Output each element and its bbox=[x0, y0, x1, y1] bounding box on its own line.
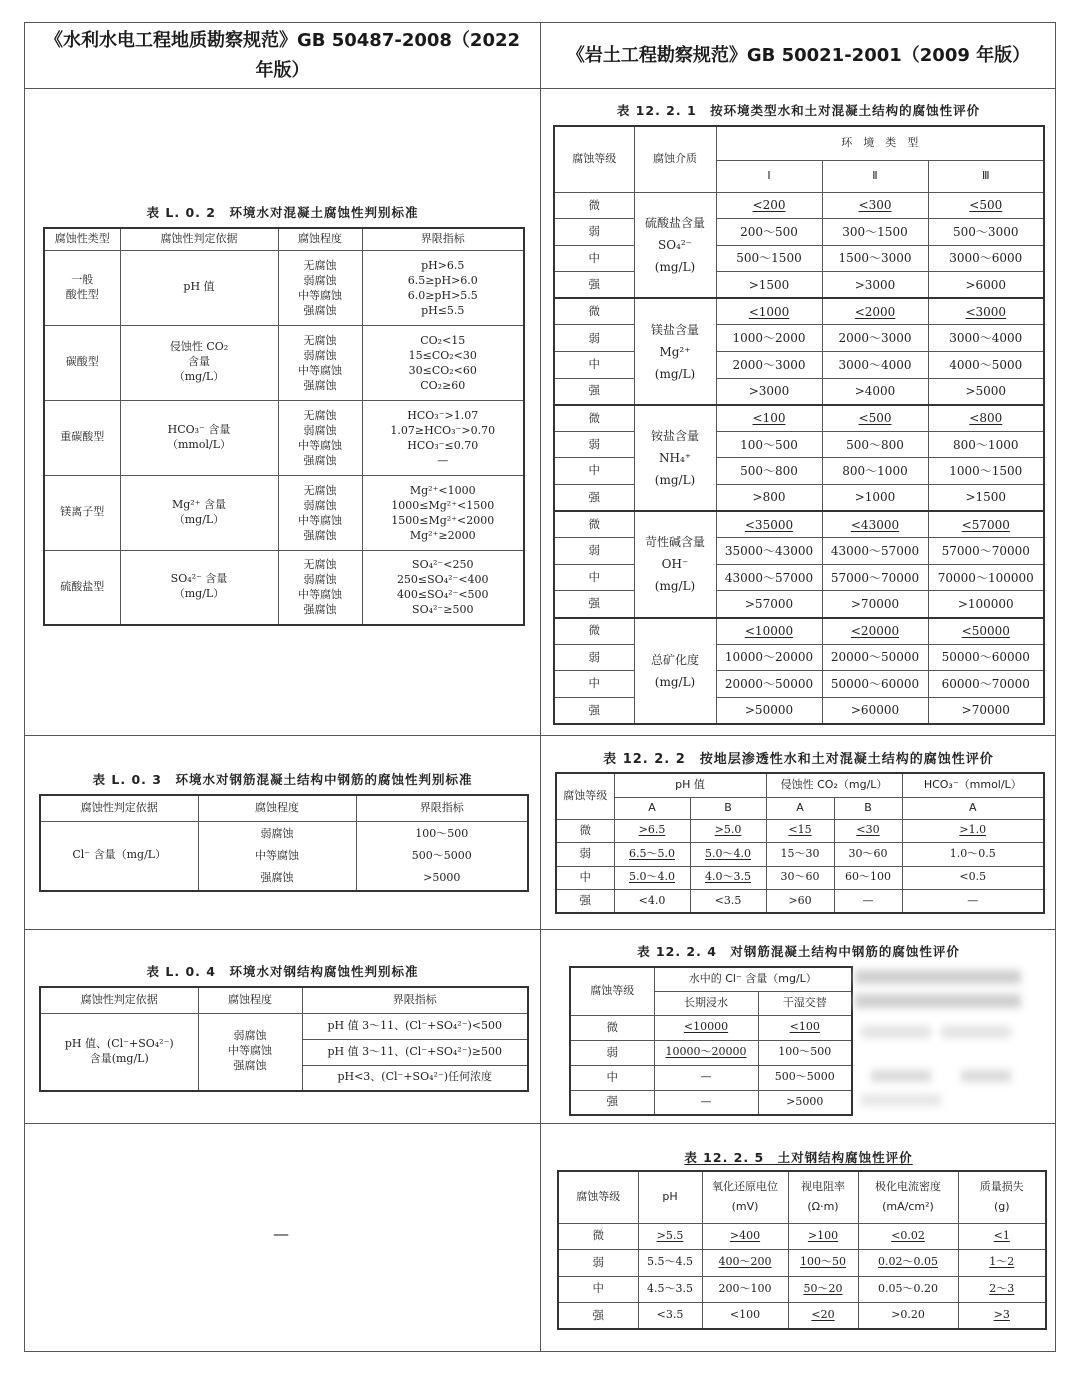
col-header: 干湿交替 bbox=[758, 991, 852, 1015]
col-header: 长期浸水 bbox=[654, 991, 758, 1015]
value-cell: >1500 bbox=[928, 485, 1044, 512]
value-cell: 1000～2000 bbox=[716, 325, 822, 352]
value-cell: >6000 bbox=[928, 272, 1044, 299]
value-cell: >70000 bbox=[822, 591, 928, 618]
grade-cell: 强 bbox=[554, 697, 634, 724]
table-row bbox=[556, 890, 1044, 914]
table-12-2-1-title: 表 12. 2. 1 按环境类型水和土对混凝土结构的腐蚀性评价 bbox=[616, 103, 981, 118]
value-cell: 50000～60000 bbox=[822, 671, 928, 698]
grade-cell: 弱 bbox=[570, 1040, 654, 1065]
col-header: 界限指标 bbox=[362, 228, 524, 250]
blurred-region bbox=[961, 1070, 1011, 1082]
value-cell: 2～3 bbox=[958, 1276, 1046, 1303]
table-12-2-4-title: 表 12. 2. 4 对钢筋混凝土结构中钢筋的腐蚀性评价 bbox=[637, 944, 960, 959]
col-header: 腐蚀等级 bbox=[556, 773, 614, 819]
value-cell: >1.0 bbox=[902, 819, 1044, 843]
value-cell: <35000 bbox=[716, 511, 822, 538]
value-cell: >3000 bbox=[822, 272, 928, 299]
table-row bbox=[554, 458, 1044, 485]
limit-cell: Mg²⁺<1000 1000≤Mg²⁺<1500 1500≤Mg²⁺<2000 Mg²⁺≥2000 bbox=[362, 475, 524, 550]
grade-cell: 中 bbox=[570, 1065, 654, 1090]
table-row bbox=[554, 511, 1044, 538]
value-cell: <300 bbox=[822, 192, 928, 219]
grade-cell: 中 bbox=[554, 671, 634, 698]
value-cell: 800～1000 bbox=[928, 431, 1044, 458]
value-cell: >60 bbox=[766, 890, 834, 914]
value-cell: 4000～5000 bbox=[928, 352, 1044, 379]
col-header: Ⅰ bbox=[716, 160, 822, 192]
table-row bbox=[554, 564, 1044, 591]
value-cell: 30～60 bbox=[766, 866, 834, 890]
empty-dash: — bbox=[273, 1224, 289, 1243]
value-cell: <30 bbox=[834, 819, 902, 843]
value-cell: <4.0 bbox=[614, 890, 690, 914]
col-header: 腐蚀等级 bbox=[558, 1171, 638, 1223]
limit-cell: pH<3、(Cl⁻+SO₄²⁻)任何浓度 bbox=[302, 1065, 528, 1091]
value-cell: 5.0～4.0 bbox=[614, 866, 690, 890]
table-row bbox=[570, 1090, 852, 1115]
table-row bbox=[554, 405, 1044, 432]
col-header: 腐蚀程度 bbox=[198, 795, 356, 821]
cell-table-L03 bbox=[25, 736, 540, 929]
value-cell: >100 bbox=[788, 1223, 858, 1250]
table-12-2-2 bbox=[555, 772, 1045, 914]
value-cell: 20000～50000 bbox=[716, 671, 822, 698]
cell-empty bbox=[25, 1124, 540, 1352]
medium-cell: 镁盐含量 Mg²⁺ (mg/L) bbox=[634, 298, 716, 404]
table-row bbox=[554, 219, 1044, 246]
grade-cell: 强 bbox=[554, 485, 634, 512]
grade-cell: 强 bbox=[570, 1090, 654, 1115]
value-cell: 500～3000 bbox=[928, 219, 1044, 246]
degree-cell: 无腐蚀 弱腐蚀 中等腐蚀 强腐蚀 bbox=[278, 475, 362, 550]
value-cell: <43000 bbox=[822, 511, 928, 538]
value-cell: >50000 bbox=[716, 697, 822, 724]
grade-cell: 微 bbox=[554, 405, 634, 432]
table-row bbox=[554, 671, 1044, 698]
value-cell: 1.0～0.5 bbox=[902, 843, 1044, 867]
degree-cell: 无腐蚀 弱腐蚀 中等腐蚀 强腐蚀 bbox=[278, 250, 362, 325]
value-cell: 60000～70000 bbox=[928, 671, 1044, 698]
value-cell: 10000～20000 bbox=[716, 644, 822, 671]
value-cell: 100～50 bbox=[788, 1250, 858, 1277]
value-cell: >100000 bbox=[928, 591, 1044, 618]
degree-text: 中等腐蚀 bbox=[255, 848, 299, 862]
value-cell: <800 bbox=[928, 405, 1044, 432]
value-cell: <0.5 bbox=[902, 866, 1044, 890]
col-header: 腐蚀程度 bbox=[198, 987, 302, 1013]
grade-cell: 弱 bbox=[554, 431, 634, 458]
table-L02 bbox=[43, 227, 525, 626]
grade-cell: 弱 bbox=[556, 843, 614, 867]
col-header: A bbox=[902, 797, 1044, 819]
table-row bbox=[558, 1276, 1046, 1303]
table-row bbox=[44, 550, 524, 625]
grade-cell: 中 bbox=[554, 352, 634, 379]
degree-cell: 无腐蚀 弱腐蚀 中等腐蚀 强腐蚀 bbox=[278, 550, 362, 625]
col-header: 腐蚀介质 bbox=[634, 126, 716, 192]
value-cell: <1 bbox=[958, 1223, 1046, 1250]
basis-cell: SO₄²⁻ 含量 （mg/L） bbox=[120, 550, 278, 625]
value-cell: 500～800 bbox=[822, 431, 928, 458]
table-row bbox=[556, 819, 1044, 843]
table-row bbox=[554, 325, 1044, 352]
grade-cell: 强 bbox=[554, 272, 634, 299]
value-cell: 35000～43000 bbox=[716, 538, 822, 565]
value-cell: <500 bbox=[928, 192, 1044, 219]
value-cell: 200～100 bbox=[702, 1276, 788, 1303]
basis-cell: Cl⁻ 含量（mg/L） bbox=[40, 821, 198, 891]
table-L02-title: 表 L. 0. 2 环境水对混凝土腐蚀性判别标准 bbox=[146, 205, 419, 220]
grade-cell: 弱 bbox=[554, 219, 634, 246]
limit-cell: SO₄²⁻<250 250≤SO₄²⁻<400 400≤SO₄²⁻<500 SO₄²⁻≥500 bbox=[362, 550, 524, 625]
grade-cell: 中 bbox=[554, 458, 634, 485]
value-cell: <1000 bbox=[716, 298, 822, 325]
value-cell: <3000 bbox=[928, 298, 1044, 325]
table-row bbox=[554, 245, 1044, 272]
basis-cell: pH 值 bbox=[120, 250, 278, 325]
limit-text: 500～5000 bbox=[411, 848, 472, 862]
value-cell: <200 bbox=[716, 192, 822, 219]
value-cell: >70000 bbox=[928, 697, 1044, 724]
value-cell: 20000～50000 bbox=[822, 644, 928, 671]
degree-text: 强腐蚀 bbox=[260, 870, 294, 884]
limit-cell: pH>6.5 6.5≥pH>6.0 6.0≥pH>5.5 pH≤5.5 bbox=[362, 250, 524, 325]
value-cell: 43000～57000 bbox=[716, 564, 822, 591]
grade-cell: 弱 bbox=[554, 325, 634, 352]
col-header: 腐蚀等级 bbox=[570, 967, 654, 1015]
value-cell: 400～200 bbox=[702, 1250, 788, 1277]
grade-cell: 强 bbox=[554, 591, 634, 618]
table-L04-title: 表 L. 0. 4 环境水对钢结构腐蚀性判别标准 bbox=[146, 964, 419, 979]
table-row bbox=[556, 843, 1044, 867]
value-cell: <10000 bbox=[654, 1015, 758, 1040]
value-cell: <20 bbox=[788, 1303, 858, 1330]
value-cell: — bbox=[834, 890, 902, 914]
limit-cell: pH 值 3～11、(Cl⁻+SO₄²⁻)≥500 bbox=[302, 1039, 528, 1065]
col-header: 质量损失 (g) bbox=[958, 1171, 1046, 1223]
value-cell: 6.5～5.0 bbox=[614, 843, 690, 867]
value-cell: 60～100 bbox=[834, 866, 902, 890]
value-cell: <500 bbox=[822, 405, 928, 432]
value-cell: 0.02～0.05 bbox=[858, 1250, 958, 1277]
grade-cell: 中 bbox=[556, 866, 614, 890]
grade-cell: 微 bbox=[570, 1015, 654, 1040]
value-cell: <20000 bbox=[822, 618, 928, 645]
table-L03-title: 表 L. 0. 3 环境水对钢筋混凝土结构中钢筋的腐蚀性判别标准 bbox=[92, 772, 473, 787]
col-header: 腐蚀性判定依据 bbox=[40, 987, 198, 1013]
grade-cell: 强 bbox=[554, 378, 634, 405]
table-row bbox=[558, 1303, 1046, 1330]
value-cell: 4.5～3.5 bbox=[638, 1276, 702, 1303]
value-cell: >800 bbox=[716, 485, 822, 512]
blurred-region bbox=[871, 1070, 931, 1082]
value-cell: <100 bbox=[702, 1303, 788, 1330]
cell-table-L04 bbox=[25, 930, 540, 1123]
blurred-region bbox=[855, 970, 1021, 984]
type-cell: 重碳酸型 bbox=[44, 400, 120, 475]
value-cell: >57000 bbox=[716, 591, 822, 618]
basis-cell: Mg²⁺ 含量 （mg/L） bbox=[120, 475, 278, 550]
table-row bbox=[554, 618, 1044, 645]
col-header: 腐蚀性判定依据 bbox=[40, 795, 198, 821]
grade-cell: 中 bbox=[554, 245, 634, 272]
limit-cell: HCO₃⁻>1.07 1.07≥HCO₃⁻>0.70 HCO₃⁻≤0.70 — bbox=[362, 400, 524, 475]
value-cell: >5000 bbox=[928, 378, 1044, 405]
degree-cell: 弱腐蚀 中等腐蚀 强腐蚀 bbox=[198, 1013, 302, 1091]
grade-cell: 弱 bbox=[554, 538, 634, 565]
value-cell: >3 bbox=[958, 1303, 1046, 1330]
value-cell: <3.5 bbox=[690, 890, 766, 914]
grade-cell: 微 bbox=[558, 1223, 638, 1250]
table-row bbox=[558, 1223, 1046, 1250]
col-header: 氧化还原电位 (mV) bbox=[702, 1171, 788, 1223]
value-cell: 500～800 bbox=[716, 458, 822, 485]
limit-text: 100～500 bbox=[415, 826, 469, 840]
limit-text: >5000 bbox=[423, 870, 461, 884]
table-L04 bbox=[39, 986, 529, 1092]
value-cell: 50000～60000 bbox=[928, 644, 1044, 671]
basis-cell: HCO₃⁻ 含量 （mmol/L） bbox=[120, 400, 278, 475]
grade-cell: 弱 bbox=[558, 1250, 638, 1277]
grade-cell: 中 bbox=[554, 564, 634, 591]
value-cell: >5000 bbox=[758, 1090, 852, 1115]
type-cell: 一般 酸性型 bbox=[44, 250, 120, 325]
table-row bbox=[570, 1015, 852, 1040]
col-header: 侵蚀性 CO₂（mg/L） bbox=[766, 773, 902, 797]
table-row bbox=[44, 250, 524, 325]
type-cell: 硫酸盐型 bbox=[44, 550, 120, 625]
value-cell: 3000～4000 bbox=[822, 352, 928, 379]
grade-cell: 强 bbox=[556, 890, 614, 914]
value-cell: 1500～3000 bbox=[822, 245, 928, 272]
value-cell: 57000～70000 bbox=[928, 538, 1044, 565]
value-cell: <0.02 bbox=[858, 1223, 958, 1250]
cell-table-12-2-4 bbox=[541, 930, 1056, 1123]
value-cell: >1000 bbox=[822, 485, 928, 512]
value-cell: 300～1500 bbox=[822, 219, 928, 246]
table-row bbox=[554, 352, 1044, 379]
value-cell: — bbox=[654, 1090, 758, 1115]
col-header: pH bbox=[638, 1171, 702, 1223]
value-cell: >1500 bbox=[716, 272, 822, 299]
grade-cell: 弱 bbox=[554, 644, 634, 671]
value-cell: 15～30 bbox=[766, 843, 834, 867]
header-right-standard: 《岩土工程勘察规范》GB 50021-2001（2009 年版） bbox=[566, 44, 1031, 66]
value-cell: <2000 bbox=[822, 298, 928, 325]
table-row bbox=[554, 431, 1044, 458]
table-row bbox=[554, 298, 1044, 325]
col-header: 环 境 类 型 bbox=[716, 126, 1044, 160]
value-cell: 2000～3000 bbox=[822, 325, 928, 352]
value-cell: 1000～1500 bbox=[928, 458, 1044, 485]
value-cell: 70000～100000 bbox=[928, 564, 1044, 591]
value-cell: 4.0～3.5 bbox=[690, 866, 766, 890]
table-12-2-2-title: 表 12. 2. 2 按地层渗透性水和土对混凝土结构的腐蚀性评价 bbox=[603, 752, 994, 767]
value-cell: 3000～4000 bbox=[928, 325, 1044, 352]
value-cell: 5.5～4.5 bbox=[638, 1250, 702, 1277]
blurred-region bbox=[861, 1026, 931, 1038]
col-header: 水中的 Cl⁻ 含量（mg/L） bbox=[654, 967, 852, 991]
grade-cell: 微 bbox=[556, 819, 614, 843]
degree-cell bbox=[198, 821, 356, 891]
cell-table-12-2-2 bbox=[541, 736, 1056, 929]
value-cell: 3000～6000 bbox=[928, 245, 1044, 272]
value-cell: 43000～57000 bbox=[822, 538, 928, 565]
medium-cell: 硫酸盐含量 SO₄²⁻ (mg/L) bbox=[634, 192, 716, 298]
table-row bbox=[554, 378, 1044, 405]
col-header: B bbox=[834, 797, 902, 819]
type-cell: 碳酸型 bbox=[44, 325, 120, 400]
value-cell: 50～20 bbox=[788, 1276, 858, 1303]
comparison-table bbox=[24, 22, 1056, 1352]
cell-table-L02 bbox=[25, 89, 540, 735]
table-row bbox=[570, 1065, 852, 1090]
value-cell: — bbox=[902, 890, 1044, 914]
value-cell: >4000 bbox=[822, 378, 928, 405]
value-cell: 10000～20000 bbox=[654, 1040, 758, 1065]
table-row bbox=[554, 538, 1044, 565]
col-header: 界限指标 bbox=[302, 987, 528, 1013]
value-cell: >5.5 bbox=[638, 1223, 702, 1250]
value-cell: 57000～70000 bbox=[822, 564, 928, 591]
value-cell: >60000 bbox=[822, 697, 928, 724]
value-cell: >0.20 bbox=[858, 1303, 958, 1330]
table-row bbox=[554, 272, 1044, 299]
value-cell: — bbox=[654, 1065, 758, 1090]
value-cell: <100 bbox=[758, 1015, 852, 1040]
value-cell: <57000 bbox=[928, 511, 1044, 538]
value-cell: <15 bbox=[766, 819, 834, 843]
grade-cell: 微 bbox=[554, 298, 634, 325]
table-12-2-4 bbox=[569, 966, 853, 1116]
col-header: 腐蚀等级 bbox=[554, 126, 634, 192]
value-cell: 500～1500 bbox=[716, 245, 822, 272]
medium-cell: 总矿化度 (mg/L) bbox=[634, 618, 716, 724]
col-header: 界限指标 bbox=[356, 795, 528, 821]
table-12-2-5-title bbox=[541, 1148, 1056, 1166]
value-cell: 500～5000 bbox=[758, 1065, 852, 1090]
value-cell: 1～2 bbox=[958, 1250, 1046, 1277]
grade-cell: 微 bbox=[554, 511, 634, 538]
col-header: 腐蚀性类型 bbox=[44, 228, 120, 250]
grade-cell: 中 bbox=[558, 1276, 638, 1303]
value-cell: 100～500 bbox=[758, 1040, 852, 1065]
col-header: 视电阻率 (Ω·m) bbox=[788, 1171, 858, 1223]
blurred-region bbox=[941, 1026, 1011, 1038]
table-row bbox=[554, 591, 1044, 618]
table-12-2-5 bbox=[557, 1170, 1047, 1330]
value-cell: <100 bbox=[716, 405, 822, 432]
table-row bbox=[570, 1040, 852, 1065]
limit-cell bbox=[356, 821, 528, 891]
table-12-2-1 bbox=[553, 125, 1045, 725]
degree-cell: 无腐蚀 弱腐蚀 中等腐蚀 强腐蚀 bbox=[278, 400, 362, 475]
table-L03 bbox=[39, 794, 529, 892]
value-cell: <10000 bbox=[716, 618, 822, 645]
limit-cell: pH 值 3～11、(Cl⁻+SO₄²⁻)<500 bbox=[302, 1013, 528, 1039]
cell-table-12-2-1 bbox=[541, 89, 1056, 735]
col-header: A bbox=[766, 797, 834, 819]
col-header: HCO₃⁻（mmol/L） bbox=[902, 773, 1044, 797]
grade-cell: 微 bbox=[554, 192, 634, 219]
cell-table-12-2-5 bbox=[541, 1124, 1056, 1352]
limit-cell: CO₂<15 15≤CO₂<30 30≤CO₂<60 CO₂≥60 bbox=[362, 325, 524, 400]
value-cell: <3.5 bbox=[638, 1303, 702, 1330]
table-row bbox=[554, 485, 1044, 512]
value-cell: 5.0～4.0 bbox=[690, 843, 766, 867]
medium-cell: 苛性碱含量 OH⁻ (mg/L) bbox=[634, 511, 716, 617]
table-row bbox=[44, 475, 524, 550]
grade-cell: 微 bbox=[554, 618, 634, 645]
value-cell: >400 bbox=[702, 1223, 788, 1250]
table-row bbox=[44, 400, 524, 475]
table-row bbox=[556, 866, 1044, 890]
table-row bbox=[554, 697, 1044, 724]
col-header: pH 值 bbox=[614, 773, 766, 797]
value-cell: 200～500 bbox=[716, 219, 822, 246]
col-header: 腐蚀程度 bbox=[278, 228, 362, 250]
type-cell: 镁离子型 bbox=[44, 475, 120, 550]
col-header: 腐蚀性判定依据 bbox=[120, 228, 278, 250]
value-cell: 0.05～0.20 bbox=[858, 1276, 958, 1303]
degree-cell: 无腐蚀 弱腐蚀 中等腐蚀 强腐蚀 bbox=[278, 325, 362, 400]
header-left-standard: 《水利水电工程地质勘察规范》GB 50487-2008（2022年版） bbox=[44, 29, 521, 81]
table-row bbox=[558, 1250, 1046, 1277]
col-header: Ⅲ bbox=[928, 160, 1044, 192]
value-cell: 800～1000 bbox=[822, 458, 928, 485]
value-cell: <50000 bbox=[928, 618, 1044, 645]
table-row bbox=[554, 192, 1044, 219]
col-header: B bbox=[690, 797, 766, 819]
value-cell: >3000 bbox=[716, 378, 822, 405]
basis-cell: 侵蚀性 CO₂ 含量 （mg/L） bbox=[120, 325, 278, 400]
value-cell: >5.0 bbox=[690, 819, 766, 843]
grade-cell: 强 bbox=[558, 1303, 638, 1330]
value-cell: 30～60 bbox=[834, 843, 902, 867]
degree-text: 弱腐蚀 bbox=[260, 826, 294, 840]
basis-cell: pH 值、(Cl⁻+SO₄²⁻) 含量(mg/L) bbox=[40, 1013, 198, 1091]
title-text: 表 12. 2. 5 土对钢结构腐蚀性评价 bbox=[684, 1150, 913, 1165]
col-header: 极化电流密度 (mA/cm²) bbox=[858, 1171, 958, 1223]
value-cell: >6.5 bbox=[614, 819, 690, 843]
medium-cell: 铵盐含量 NH₄⁺ (mg/L) bbox=[634, 405, 716, 511]
value-cell: 100～500 bbox=[716, 431, 822, 458]
col-header: A bbox=[614, 797, 690, 819]
blurred-region bbox=[855, 994, 1021, 1008]
table-row bbox=[554, 644, 1044, 671]
col-header: Ⅱ bbox=[822, 160, 928, 192]
blurred-region bbox=[861, 1094, 941, 1106]
value-cell: 2000～3000 bbox=[716, 352, 822, 379]
table-row bbox=[44, 325, 524, 400]
